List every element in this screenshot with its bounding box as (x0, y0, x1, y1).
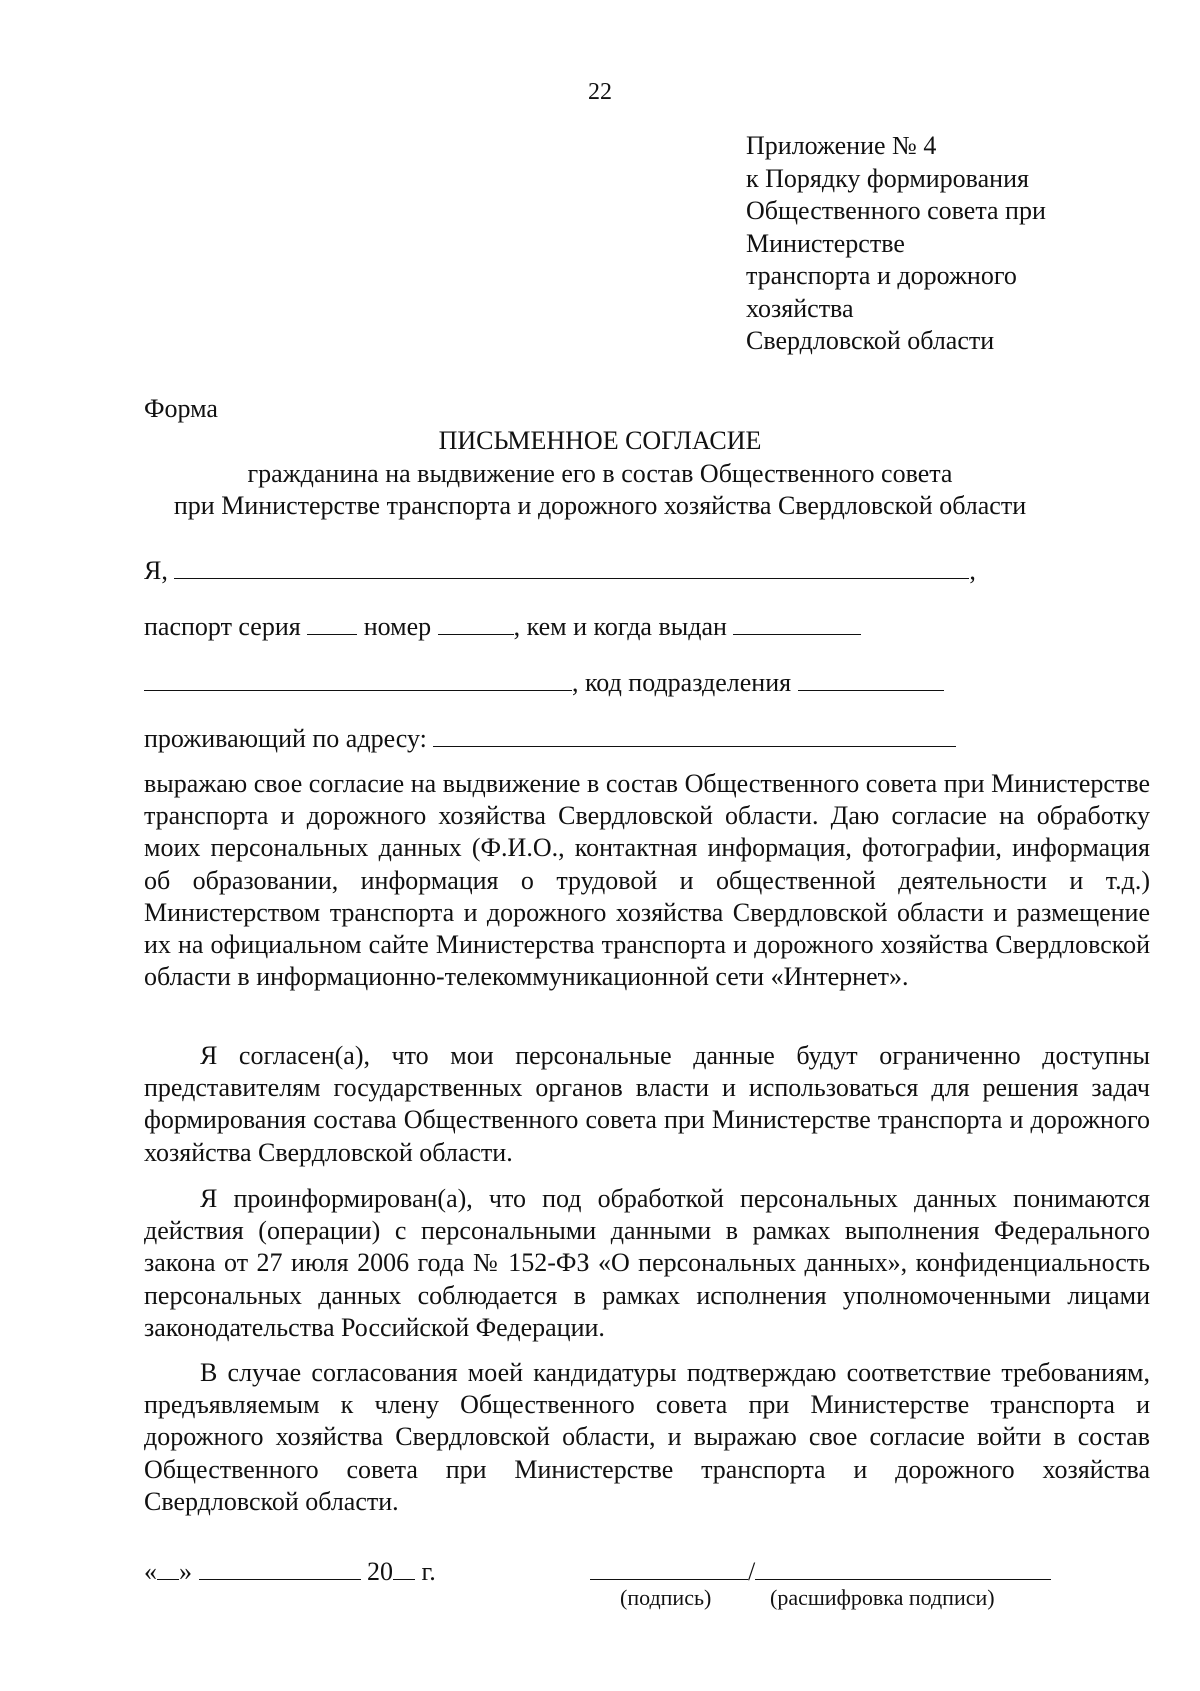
consent-paragraph-4: В случае согласования моей кандидатуры подтверждаю соответствие требованиям, предъявляемым к члену Общественного совета при Министерстве транспорта и дорожного хозяйства Свердловской области, и выражаю свое согласие войти в состав Общественного совета при Министерстве транспорта и дорожного хозяйства Свердловской области. (144, 1358, 1150, 1516)
name-row (144, 554, 976, 587)
signature-decoding-field[interactable] (755, 1555, 1051, 1580)
passport-series-label: паспорт серия (144, 612, 301, 641)
appendix-line: транспорта и дорожного (746, 261, 1017, 290)
document-title: ПИСЬМЕННОЕ СОГЛАСИЕ (438, 426, 762, 455)
passport-series-field[interactable] (307, 610, 357, 635)
appendix-line: хозяйства (746, 293, 854, 323)
issued-by-continuation-field[interactable] (144, 666, 572, 691)
signature-caption: (подпись) (620, 1585, 712, 1610)
appendix-block (746, 130, 1126, 358)
document-subtitle-line-1: гражданина на выдвижение его в состав Общественного совета (247, 459, 953, 488)
issued-by-label: , кем и когда выдан (513, 612, 727, 641)
year-prefix: 20 (367, 1557, 393, 1586)
name-label: Я, (144, 556, 168, 585)
address-label: проживающий по адресу: (144, 724, 427, 753)
appendix-line: Министерстве (746, 228, 905, 258)
form-label: Форма (144, 394, 218, 423)
appendix-line: к Порядку формирования (746, 163, 1029, 193)
appendix-line: Общественного совета при (746, 196, 1046, 225)
issued-by-field[interactable] (733, 610, 861, 635)
appendix-line: Приложение № 4 (746, 131, 937, 160)
passport-number-field[interactable] (438, 610, 514, 635)
division-row (144, 666, 944, 699)
consent-paragraph-2: Я согласен(а), что мои персональные данные будут ограниченно доступны представителям государственных органов власти и использоваться для решения задач формирования состава Общественного совета при Министерстве транспорта и дорожного хозяйства Свердловской области. (144, 1041, 1150, 1167)
quote-open: « (144, 1557, 157, 1586)
passport-number-label: номер (363, 612, 432, 641)
division-code-field[interactable] (798, 666, 944, 691)
page-number: 22 (588, 79, 612, 105)
quote-close: » (179, 1557, 192, 1586)
signature-separator: / (748, 1557, 756, 1586)
passport-row (144, 610, 861, 643)
address-field[interactable] (433, 722, 956, 747)
signature-decoding-caption: (расшифровка подписи) (770, 1585, 995, 1610)
consent-paragraph-3: Я проинформирован(а), что под обработкой персональных данных понимаются действия (операции) с персональными данными в рамках выполнения Федерального закона от 27 июля 2006 года № 152-ФЗ «О персональных данных», конфиденциальность персональных данных соблюдается в рамках исполнения уполномоченными лицами законодательства Российской Федерации. (144, 1184, 1150, 1342)
document-subtitle-line-2: при Министерстве транспорта и дорожного хозяйства Свердловской области (173, 491, 1027, 520)
month-field[interactable] (199, 1555, 361, 1580)
full-name-field[interactable] (174, 554, 969, 579)
division-code-label: , код подразделения (572, 668, 792, 697)
appendix-line: Свердловской области (746, 326, 995, 355)
consent-paragraph-1: выражаю свое согласие на выдвижение в состав Общественного совета при Министерстве транспорта и дорожного хозяйства Свердловской области. Даю согласие на обработку моих персональных данных (Ф.И.О., контактная информация, фотографии, информация об образовании, информация о трудовой и общественной деятельности и т.д.) Министерством транспорта и дорожного хозяйства Свердловской области и размещение их на официальном сайте Министерства транспорта и дорожного хозяйства Свердловской области в информационно-телекоммуникационной сети «Интернет». (144, 769, 1150, 992)
signature-field[interactable] (590, 1555, 748, 1580)
name-comma: , (969, 556, 976, 585)
date-row (144, 1555, 436, 1588)
day-field[interactable] (157, 1555, 179, 1580)
year-suffix: г. (421, 1557, 436, 1586)
address-row (144, 722, 956, 755)
year-field[interactable] (393, 1555, 415, 1580)
